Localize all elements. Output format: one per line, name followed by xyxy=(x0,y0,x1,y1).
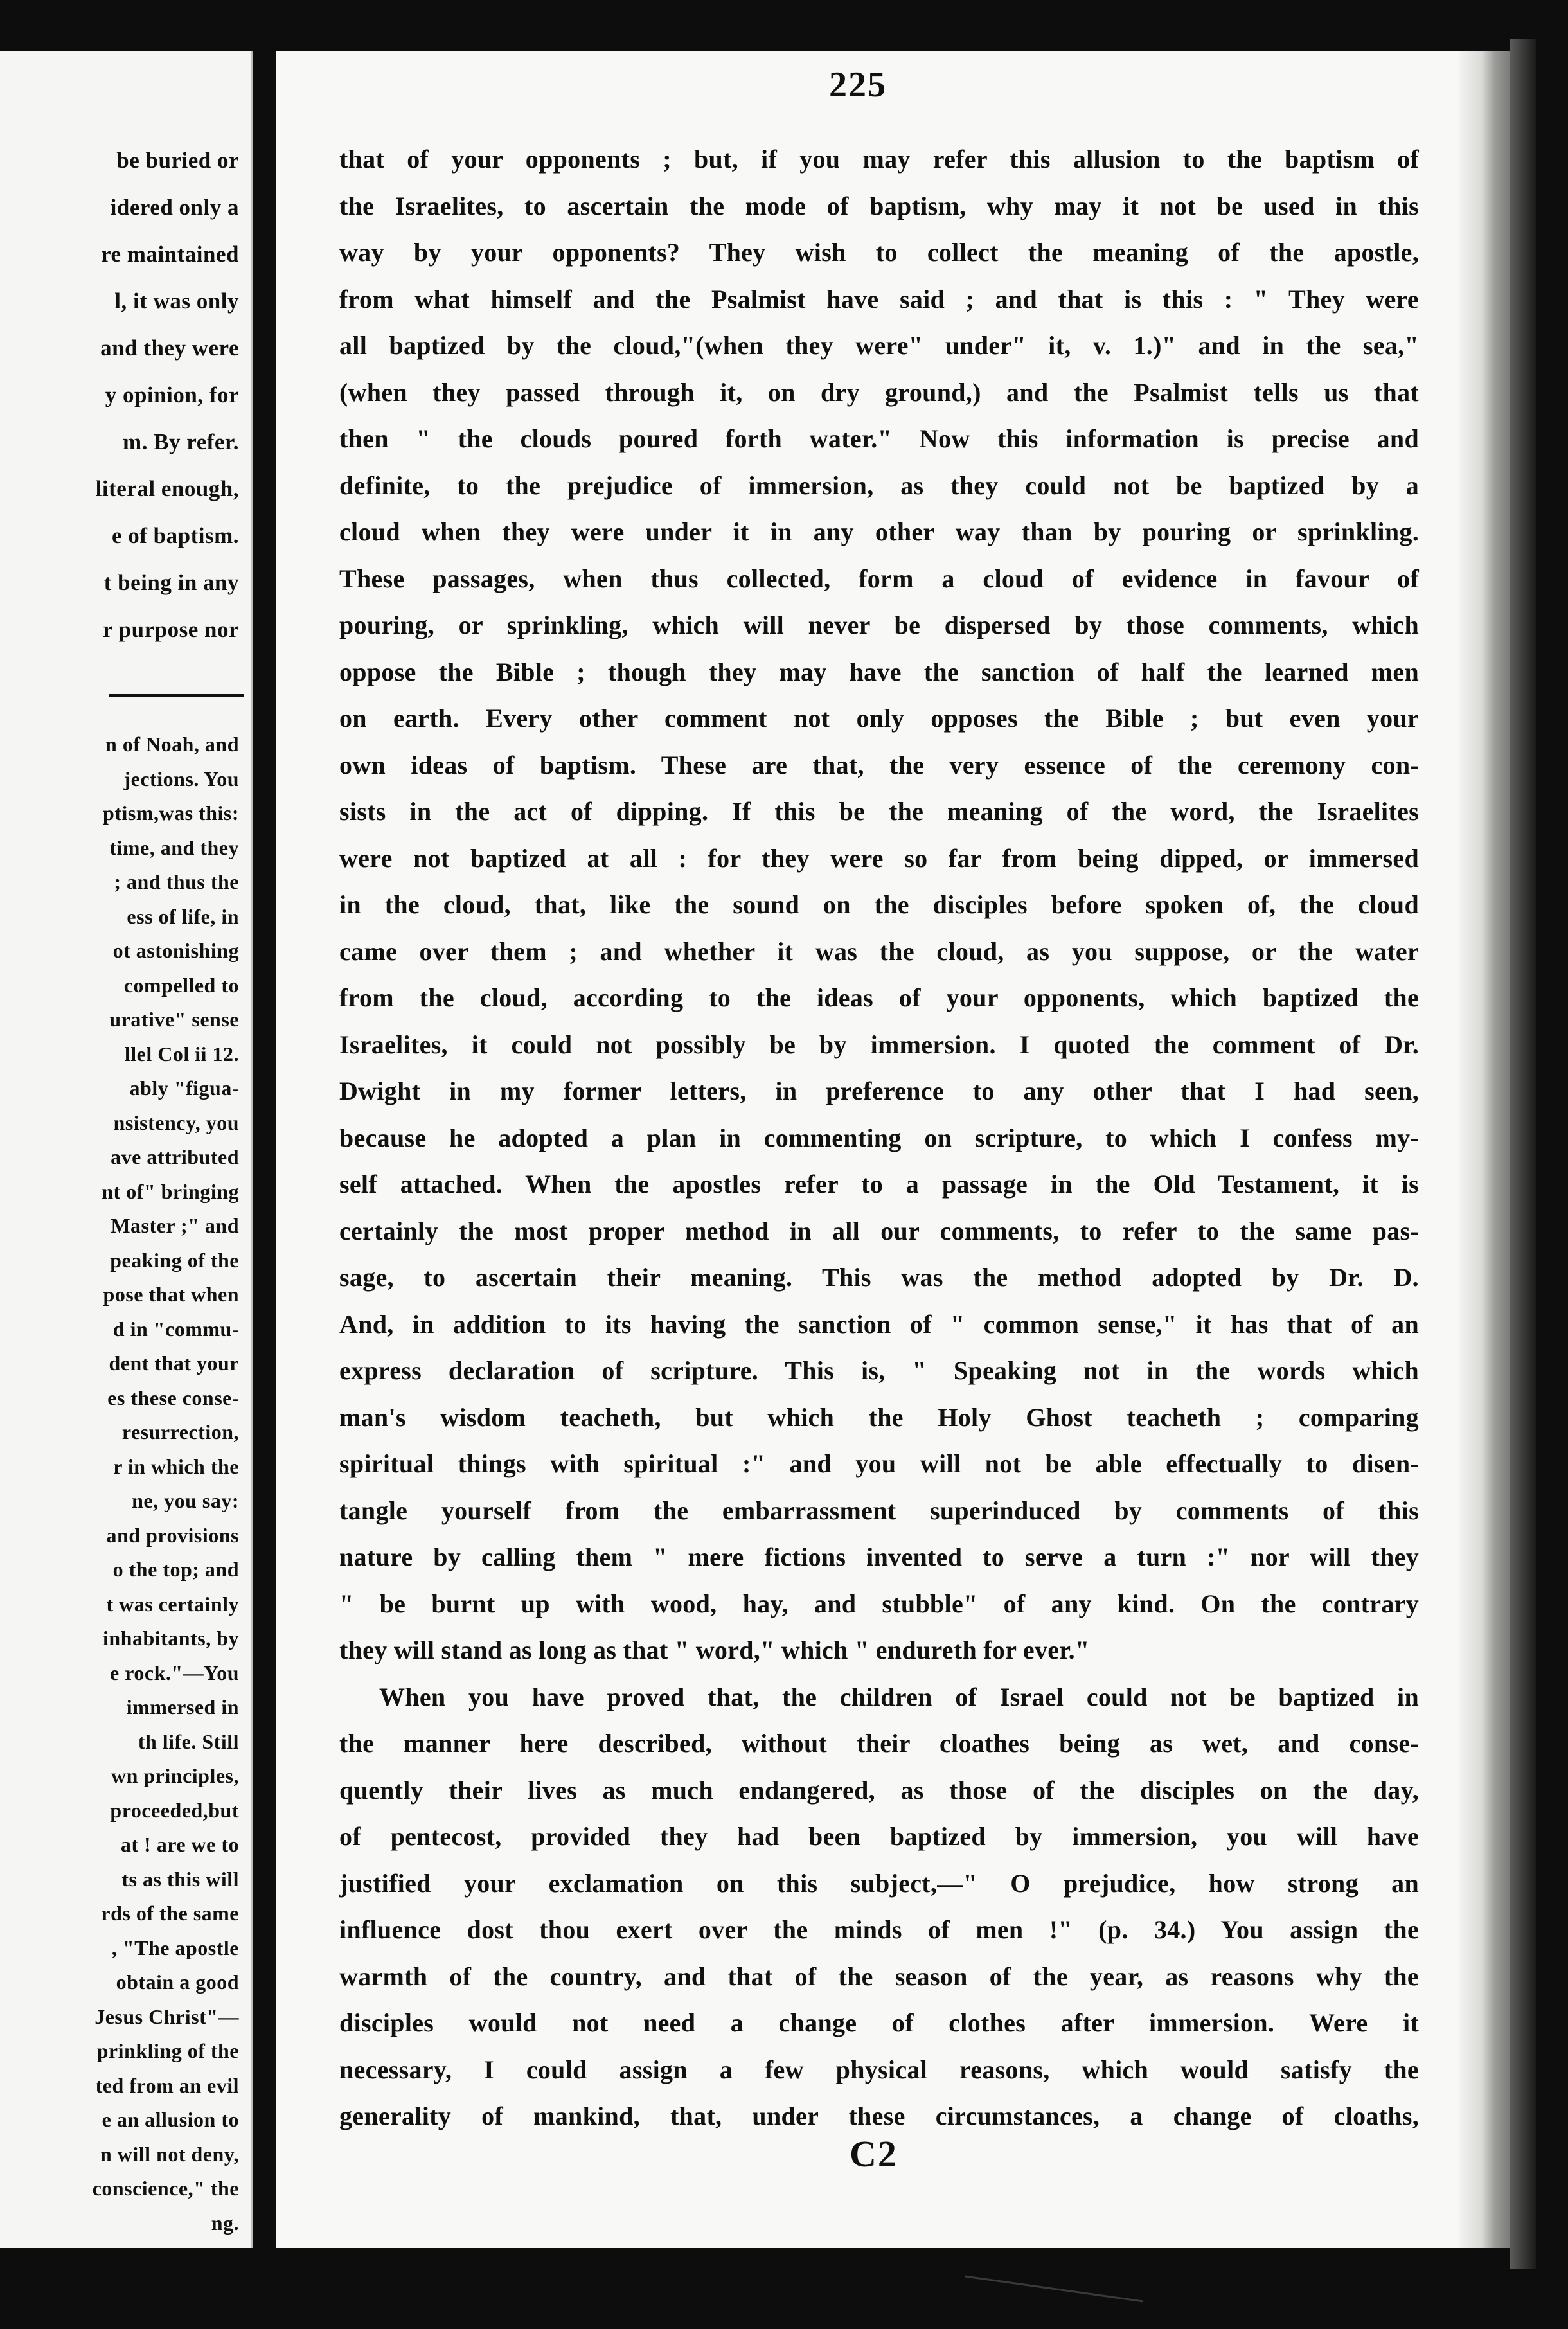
text-line: way by your opponents? They wish to collect the meaning of the apostle, xyxy=(339,238,1419,267)
left-text-line: dent that your xyxy=(109,1352,239,1375)
left-text-line: m. By refer. xyxy=(123,429,239,454)
text-line: definite, to the prejudice of immersion, as they could not be baptized by a xyxy=(339,470,1419,500)
text-line: were not baptized at all : for they were so far from being dipped, or immersed xyxy=(339,843,1419,873)
left-text-line: jections. You xyxy=(123,767,239,790)
left-text-line: inhabitants, by xyxy=(102,1627,239,1650)
text-line: own ideas of baptism. These are that, the very essence of the ceremony con- xyxy=(339,750,1419,780)
left-text-line: ted from an evil xyxy=(95,2073,239,2097)
left-text-line: ts as this will xyxy=(121,1867,239,1891)
text-line: When you have proved that, the children of Israel could not be baptized in xyxy=(379,1682,1419,1711)
text-line: then " the clouds poured forth water." Now this information is precise and xyxy=(339,424,1419,453)
text-line: tangle yourself from the embarrassment superinduced by comments of this xyxy=(339,1495,1419,1525)
left-text-line: literal enough, xyxy=(95,476,239,501)
left-text-line: prinkling of the xyxy=(96,2039,239,2062)
page-edge-shadow xyxy=(1510,39,1536,2269)
text-line: sists in the act of dipping. If this be the meaning of the word, the Israelites xyxy=(339,797,1419,826)
text-line: influence dost thou exert over the minds of men !" (p. 34.) You assign the xyxy=(339,1915,1419,1944)
left-text-line: at ! are we to xyxy=(120,1833,239,1856)
text-line: spiritual things with spiritual :" and you will not be able effectually to disen- xyxy=(339,1449,1419,1478)
left-text-line: r in which the xyxy=(113,1454,239,1478)
left-text-line: e an allusion to xyxy=(102,2108,239,2131)
text-line: in the cloud, that, like the sound on the disciples before spoken of, the cloud xyxy=(339,890,1419,919)
text-line: (when they passed through it, on dry ground,) and the Psalmist tells us that xyxy=(339,377,1419,407)
text-line: nature by calling them " mere fictions invented to serve a turn :" nor will they xyxy=(339,1542,1419,1571)
left-text-line: e rock."—You xyxy=(110,1661,239,1684)
left-text-line: t was certainly xyxy=(106,1592,239,1616)
left-text-line: proceeded,but xyxy=(110,1798,239,1822)
text-line: of pentecost, provided they had been baptized by immersion, you will have xyxy=(339,1822,1419,1851)
text-line: they will stand as long as that " word," which " endureth for ever." xyxy=(339,1636,1090,1664)
text-line: that of your opponents ; but, if you may refer this allusion to the baptism of xyxy=(339,145,1419,174)
text-line: cloud when they were under it in any other way than by pouring or sprinkling. xyxy=(339,517,1419,546)
left-text-line: llel Col ii 12. xyxy=(124,1042,239,1066)
text-line: man's wisdom teacheth, but which the Holy Ghost teacheth ; comparing xyxy=(339,1402,1419,1432)
left-text-line: th life. Still xyxy=(138,1729,239,1753)
left-text-line: ably "figua- xyxy=(129,1076,239,1100)
left-text-line: urative" sense xyxy=(109,1008,239,1031)
left-text-line: be buried or xyxy=(116,148,239,173)
text-line: from the cloud, according to the ideas of your opponents, which baptized the xyxy=(339,983,1419,1012)
left-text-line: o the top; and xyxy=(112,1558,239,1581)
left-text-line: resurrection, xyxy=(121,1420,239,1443)
text-line: express declaration of scripture. This is, " Speaking not in the words which xyxy=(339,1356,1419,1385)
signature-mark: C2 xyxy=(850,2133,898,2175)
left-text-line: n will not deny, xyxy=(100,2142,239,2166)
left-text-line: , "The apostle xyxy=(111,1936,239,1959)
text-line: " be burnt up with wood, hay, and stubble" of any kind. On the contrary xyxy=(339,1589,1419,1618)
text-line: from what himself and the Psalmist have said ; and that is this : " They were xyxy=(339,284,1419,314)
left-text-line: d in "commu- xyxy=(112,1317,239,1341)
body-text xyxy=(339,136,1419,2140)
left-text-line: peaking of the xyxy=(110,1248,239,1272)
text-line: warmth of the country, and that of the season of the year, as reasons why the xyxy=(339,1961,1419,1991)
left-text-line: r purpose nor xyxy=(103,617,239,642)
text-line: the Israelites, to ascertain the mode of baptism, why may it not be used in this xyxy=(339,191,1419,220)
text-line: Dwight in my former letters, in preference to any other that I had seen, xyxy=(339,1076,1419,1105)
left-text-line: ng. xyxy=(211,2211,239,2235)
left-text-line: and they were xyxy=(100,335,239,361)
left-text-line: ave attributed xyxy=(111,1145,239,1168)
left-text-line: l, it was only xyxy=(114,289,239,314)
left-text-line: time, and they xyxy=(109,835,239,859)
text-line: self attached. When the apostles refer to a passage in the Old Testament, it is xyxy=(339,1170,1419,1199)
left-text-line: ess of life, in xyxy=(127,904,239,928)
text-line: sage, to ascertain their meaning. This was the method adopted by Dr. D. xyxy=(339,1263,1419,1292)
left-text-line: ot astonishing xyxy=(112,939,239,962)
text-line: because he adopted a plan in commenting on scripture, to which I confess my- xyxy=(339,1123,1419,1152)
left-text-line: obtain a good xyxy=(116,1970,239,1994)
text-line: on earth. Every other comment not only opposes the Bible ; but even your xyxy=(339,704,1419,733)
text-line: quently their lives as much endangered, as those of the disciples on the day, xyxy=(339,1775,1419,1805)
left-text-line: ptism,was this: xyxy=(103,801,239,825)
text-line: generality of mankind, that, under these circumstances, a change of cloaths, xyxy=(339,2101,1419,2130)
text-line: oppose the Bible ; though they may have the sanction of half the learned men xyxy=(339,657,1419,686)
left-text-line: wn principles, xyxy=(111,1764,239,1787)
book-spine-edge xyxy=(1459,51,1510,2248)
text-line: all baptized by the cloud,"(when they were" under" it, v. 1.)" and in the sea," xyxy=(339,331,1419,360)
left-text-line: re maintained xyxy=(101,242,239,267)
page-number: 225 xyxy=(829,65,887,105)
section-divider xyxy=(109,694,244,697)
left-text-line: Jesus Christ"— xyxy=(94,2004,239,2028)
text-line: These passages, when thus collected, form a cloud of evidence in favour of xyxy=(339,564,1419,593)
text-line: the manner here described, without their cloathes being as wet, and conse- xyxy=(339,1729,1419,1758)
text-line: disciples would not need a change of clothes after immersion. Were it xyxy=(339,2008,1419,2037)
left-text-line: y opinion, for xyxy=(105,382,239,407)
text-line: certainly the most proper method in all our comments, to refer to the same pas- xyxy=(339,1216,1419,1245)
left-text-line: and provisions xyxy=(106,1523,239,1547)
scan-artifact xyxy=(965,2276,1144,2307)
text-line: justified your exclamation on this subject,—" O prejudice, how strong an xyxy=(339,1868,1419,1898)
left-text-line: conscience," the xyxy=(92,2177,239,2200)
left-text-line: t being in any xyxy=(103,570,239,595)
left-text-line: nsistency, you xyxy=(113,1111,239,1134)
left-text-line: ne, you say: xyxy=(132,1489,239,1512)
text-line: And, in addition to its having the sanction of " common sense," it has that of an xyxy=(339,1309,1419,1339)
left-text-line: immersed in xyxy=(126,1695,239,1718)
left-text-line: n of Noah, and xyxy=(105,733,239,756)
left-text-line: compelled to xyxy=(123,973,239,997)
text-line: pouring, or sprinkling, which will never be dispersed by those comments, which xyxy=(339,611,1419,639)
left-text-line: Master ;" and xyxy=(111,1214,239,1237)
left-text-line: ; and thus the xyxy=(114,870,239,893)
left-text-line: idered only a xyxy=(110,195,239,220)
left-text-line: rds of the same xyxy=(101,1902,239,1925)
left-text-line: pose that when xyxy=(103,1283,239,1306)
left-text-line: nt of" bringing xyxy=(102,1179,239,1203)
text-line: Israelites, it could not possibly be by immersion. I quoted the comment of Dr. xyxy=(339,1030,1419,1059)
left-page-fragment xyxy=(0,51,253,2248)
left-text-line: es these conse- xyxy=(107,1386,239,1409)
text-line: came over them ; and whether it was the cloud, as you suppose, or the water xyxy=(339,936,1419,966)
text-line: necessary, I could assign a few physical reasons, which would satisfy the xyxy=(339,2055,1419,2084)
left-text-line: e of baptism. xyxy=(111,523,239,548)
